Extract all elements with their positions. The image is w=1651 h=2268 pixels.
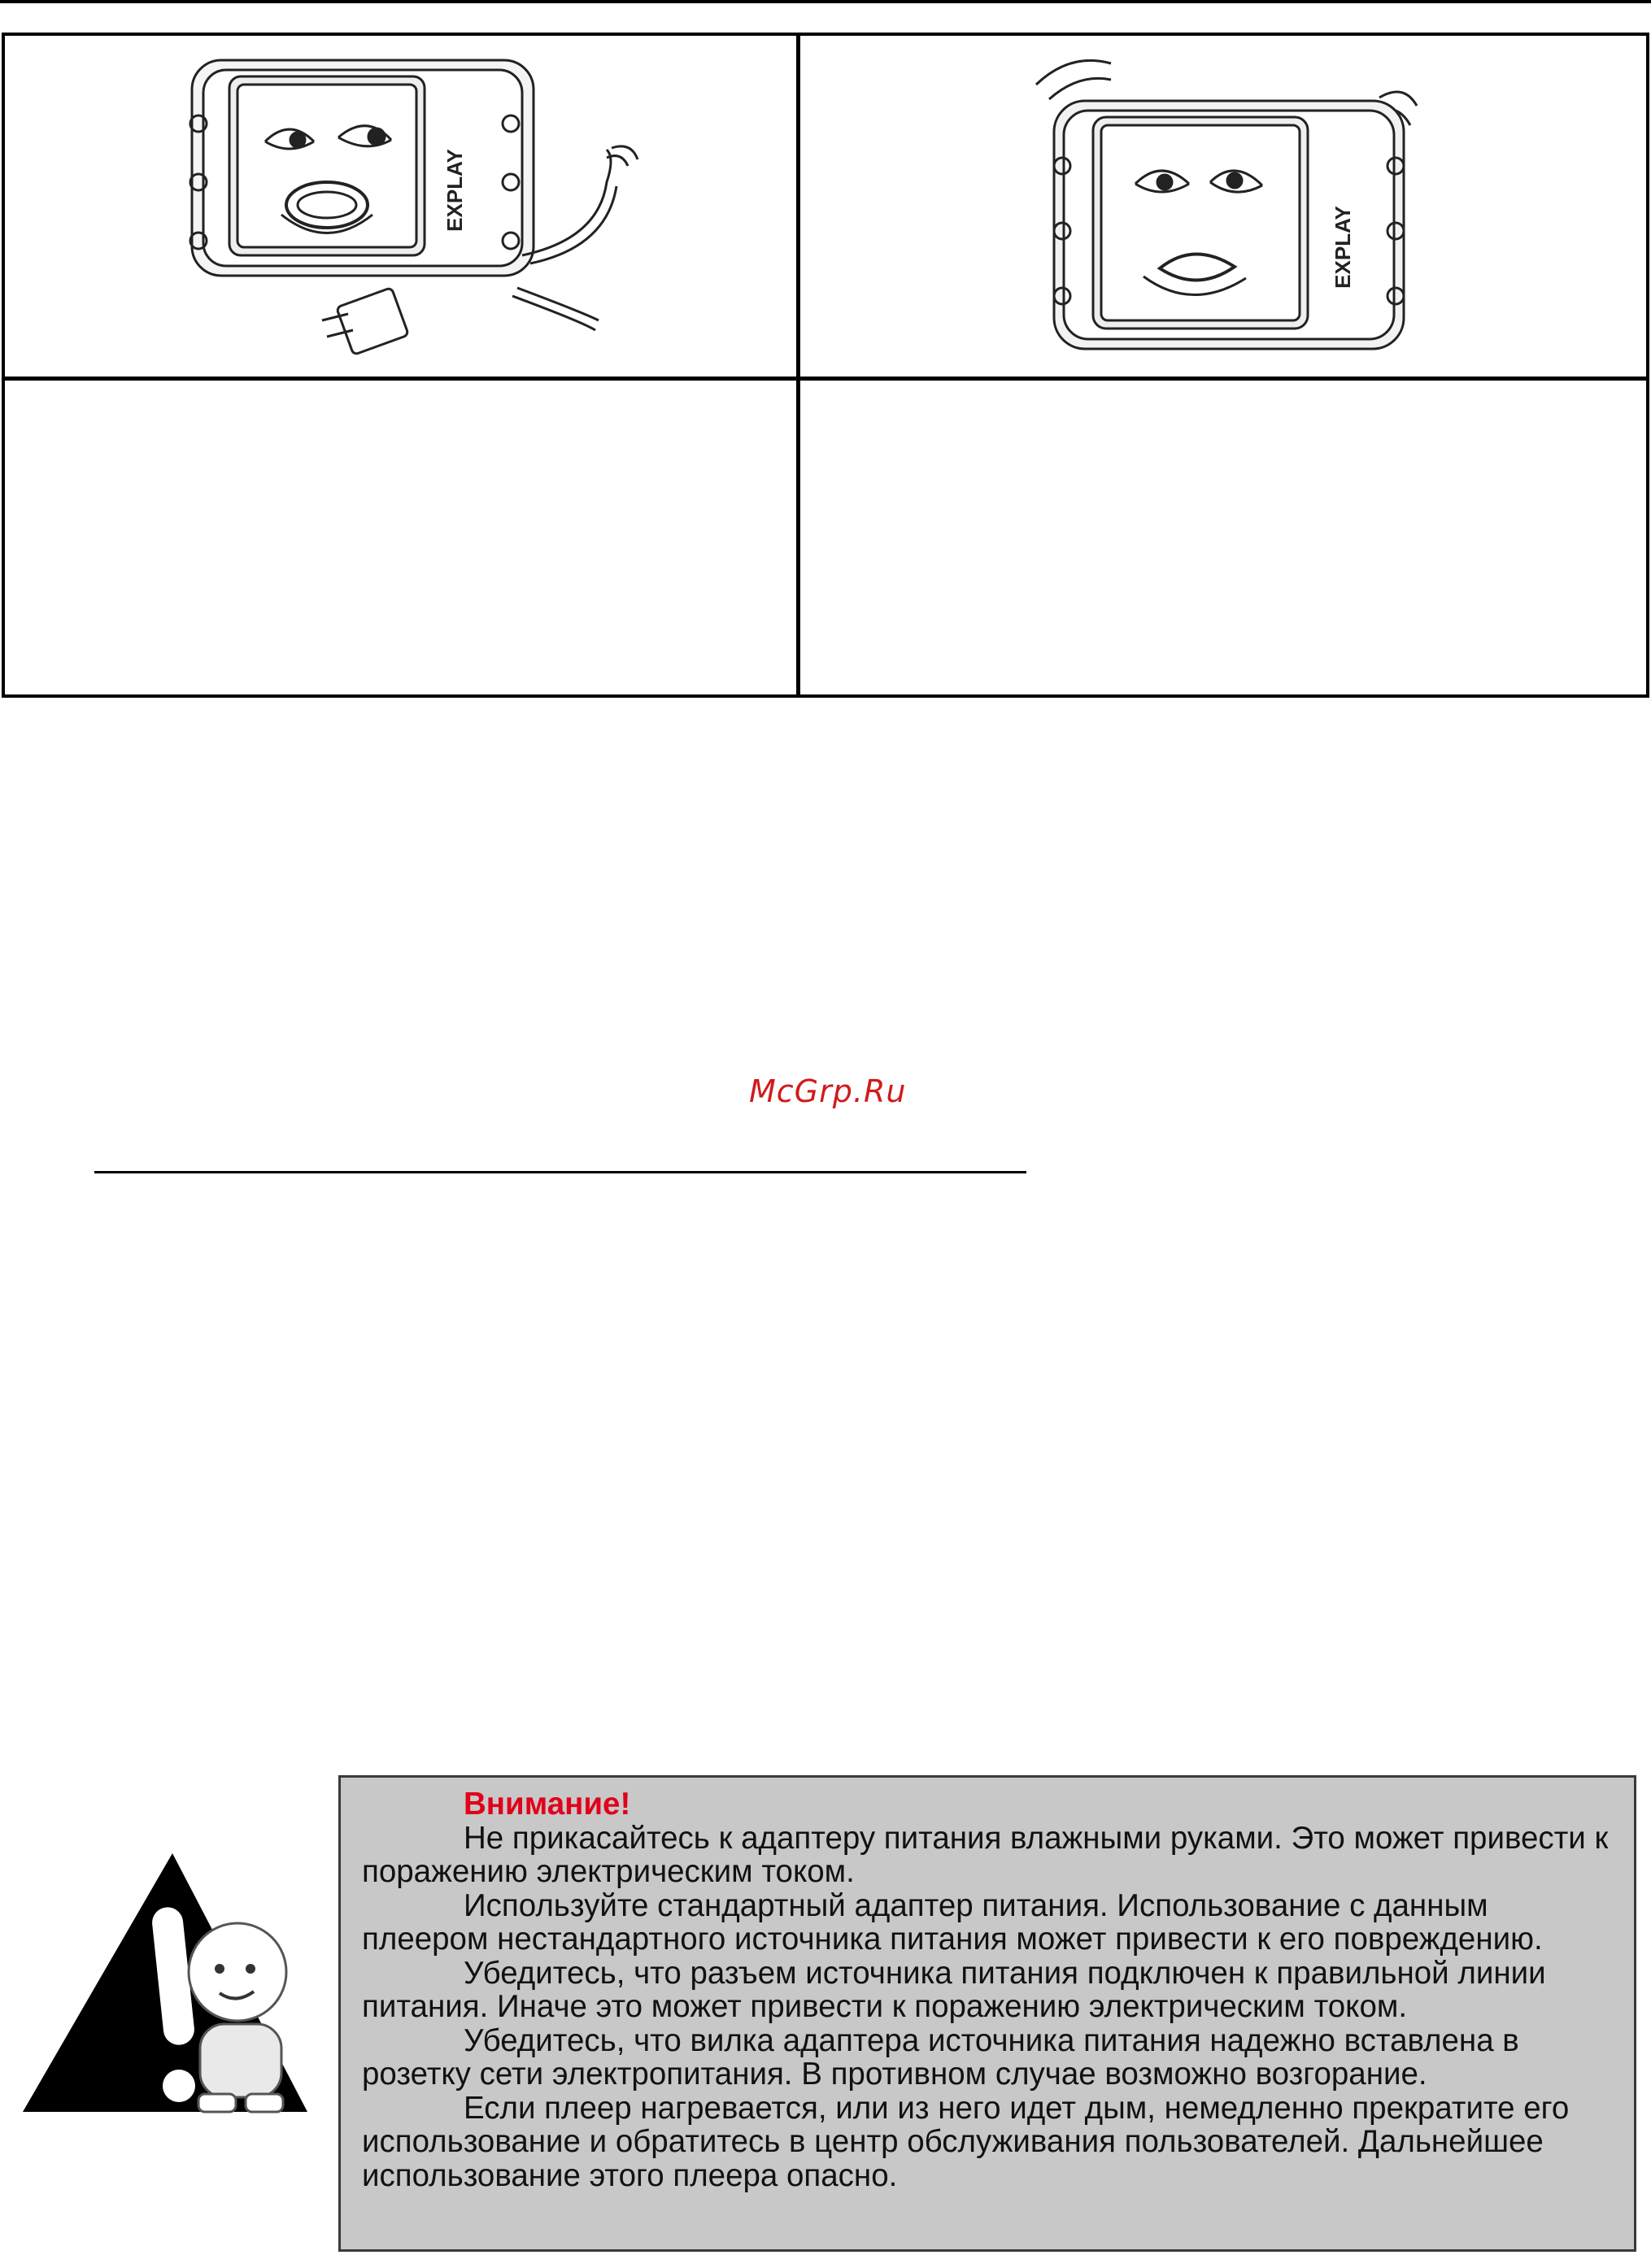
separator-rule — [94, 1171, 1026, 1173]
illustration-table — [2, 33, 1649, 698]
warning-triangle-robot-icon — [20, 1850, 311, 2115]
brand-logo: EXPLAY — [1331, 206, 1355, 289]
warning-paragraph: Если плеер нагревается, или из него идет дым, немедленно прекратите его использование и обратитесь в центр обслуживания пользователей. Дальнейшее использование этого плеера опасно. — [362, 2090, 1570, 2193]
warning-paragraph: Убедитесь, что вилка адаптера источника питания надежно вставлена в розетку сети электропитания. В противном случае возможно возгорание. — [362, 2022, 1519, 2092]
table-divider-vertical — [796, 36, 800, 694]
top-rule — [0, 0, 1651, 3]
warning-paragraph: Убедитесь, что разъем источника питания подключен к правильной линии питания. Иначе это может привести к поражению электрическим током. — [362, 1955, 1546, 2024]
shaking-player-illustration — [1022, 52, 1444, 377]
warning-paragraph: Не прикасайтесь к адаптеру питания влажными руками. Это может привести к поражению электрическим током. — [362, 1820, 1609, 1889]
brand-logo: EXPLAY — [442, 149, 467, 232]
watermark: McGrp.Ru — [749, 1073, 907, 1109]
player-with-plug-illustration — [176, 52, 647, 377]
warning-box — [338, 1775, 1636, 2252]
warning-title: Внимание! — [464, 1787, 631, 1822]
warning-paragraph: Используйте стандартный адаптер питания. Использование с данным плеером нестандартного источника питания может привести к его повреждению. — [362, 1887, 1543, 1957]
